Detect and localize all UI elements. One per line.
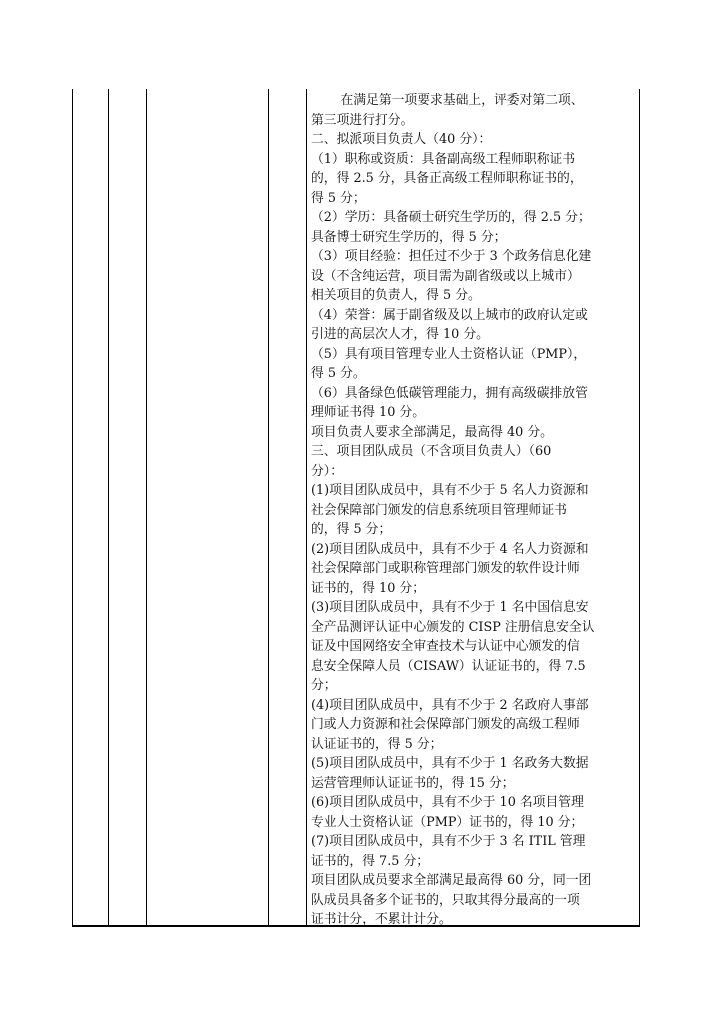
scoring-criteria-table <box>72 89 640 927</box>
criteria-line: (4)项目团队成员中，具有不少于 2 名政府人事部 <box>311 697 589 713</box>
criteria-line: (5)项目团队成员中，具有不少于 1 名政务大数据 <box>311 756 589 771</box>
criteria-line: 队成员具备多个证书的，只取其得分最高的一项 <box>311 892 580 908</box>
criteria-line: 得 5 分。 <box>311 366 366 381</box>
column-divider-1 <box>108 89 109 925</box>
criteria-line: 三、项目团队成员（不含项目负责人）（60 <box>311 444 552 459</box>
criteria-line: 理师证书得 10 分。 <box>311 405 425 420</box>
criteria-line: （5）具有项目管理专业人士资格认证（PMP）， <box>311 346 587 362</box>
criteria-line: 设（不含纯运营，项目需为副省级或以上城市） <box>311 268 580 284</box>
criteria-line: 分； <box>311 678 337 693</box>
criteria-line: (3)项目团队成员中，具有不少于 1 名中国信息安 <box>311 600 589 615</box>
criteria-line: 得 5 分； <box>311 190 366 206</box>
criteria-line: 二、拟派项目负责人（40 分）： <box>311 132 492 147</box>
criteria-line: 证书计分，不累计计分。 <box>311 912 452 927</box>
criteria-line: （3）项目经验：担任过不少于 3 个政务信息化建 <box>311 249 592 264</box>
criteria-line: 证书的，得 7.5 分； <box>311 853 430 869</box>
criteria-line: 项目负责人要求全部满足，最高得 40 分。 <box>311 424 553 440</box>
criteria-line: （2）学历：具备硕士研究生学历的，得 2.5 分； <box>311 210 591 225</box>
column-divider-2 <box>146 89 147 925</box>
criteria-line: 项目团队成员要求全部满足最高得 60 分，同一团 <box>311 873 592 888</box>
criteria-line: 在满足第一项要求基础上，评委对第二项、 <box>340 93 584 108</box>
criteria-line: (6)项目团队成员中，具有不少于 10 名项目管理 <box>311 795 584 810</box>
criteria-line: 全产品测评认证中心颁发的 CISP 注册信息安全认 <box>311 619 595 635</box>
criteria-line: 专业人士资格认证（PMP）证书的，得 10 分； <box>311 814 584 830</box>
criteria-line: 社会保障部门颁发的信息系统项目管理师证书 <box>311 502 567 518</box>
column-divider-4 <box>306 89 307 925</box>
criteria-line: 社会保障部门或职称管理部门颁发的软件设计师 <box>311 561 580 576</box>
criteria-text-cell <box>311 91 637 930</box>
criteria-line: 运营管理师认证证书的，得 15 分； <box>311 775 515 791</box>
criteria-line: 引进的高层次人才，得 10 分。 <box>311 327 489 342</box>
criteria-line: 证及中国网络安全审查技术与认证中心颁发的信 <box>311 639 580 654</box>
criteria-line: 的，得 5 分； <box>311 522 392 537</box>
criteria-line: (1)项目团队成员中，具有不少于 5 名人力资源和 <box>311 483 589 498</box>
criteria-line: 证书的，得 10 分； <box>311 580 425 596</box>
criteria-line: （4）荣誉：属于副省级及以上城市的政府认定或 <box>311 307 588 323</box>
criteria-line: 息安全保障人员（CISAW）认证证书的，得 7.5 <box>311 658 586 674</box>
criteria-line: （1）职称或资质：具备副高级工程师职称证书 <box>311 151 576 167</box>
criteria-line: 认证证书的，得 5 分； <box>311 736 443 752</box>
column-divider-3 <box>268 89 269 925</box>
criteria-line: 分）： <box>311 463 343 479</box>
criteria-line: 第三项进行打分。 <box>311 112 414 128</box>
criteria-line: (7)项目团队成员中，具有不少于 3 名 ITIL 管理 <box>311 834 586 849</box>
criteria-line: 的，得 2.5 分，具备正高级工程师职称证书的， <box>311 171 583 186</box>
criteria-line: （6）具备绿色低碳管理能力，拥有高级碳排放管 <box>311 385 588 401</box>
criteria-line: 门或人力资源和社会保障部门颁发的高级工程师 <box>311 717 580 732</box>
criteria-line: 具备博士研究生学历的，得 5 分； <box>311 229 507 245</box>
criteria-line: 相关项目的负责人，得 5 分。 <box>311 288 481 303</box>
criteria-line: (2)项目团队成员中，具有不少于 4 名人力资源和 <box>311 541 589 557</box>
